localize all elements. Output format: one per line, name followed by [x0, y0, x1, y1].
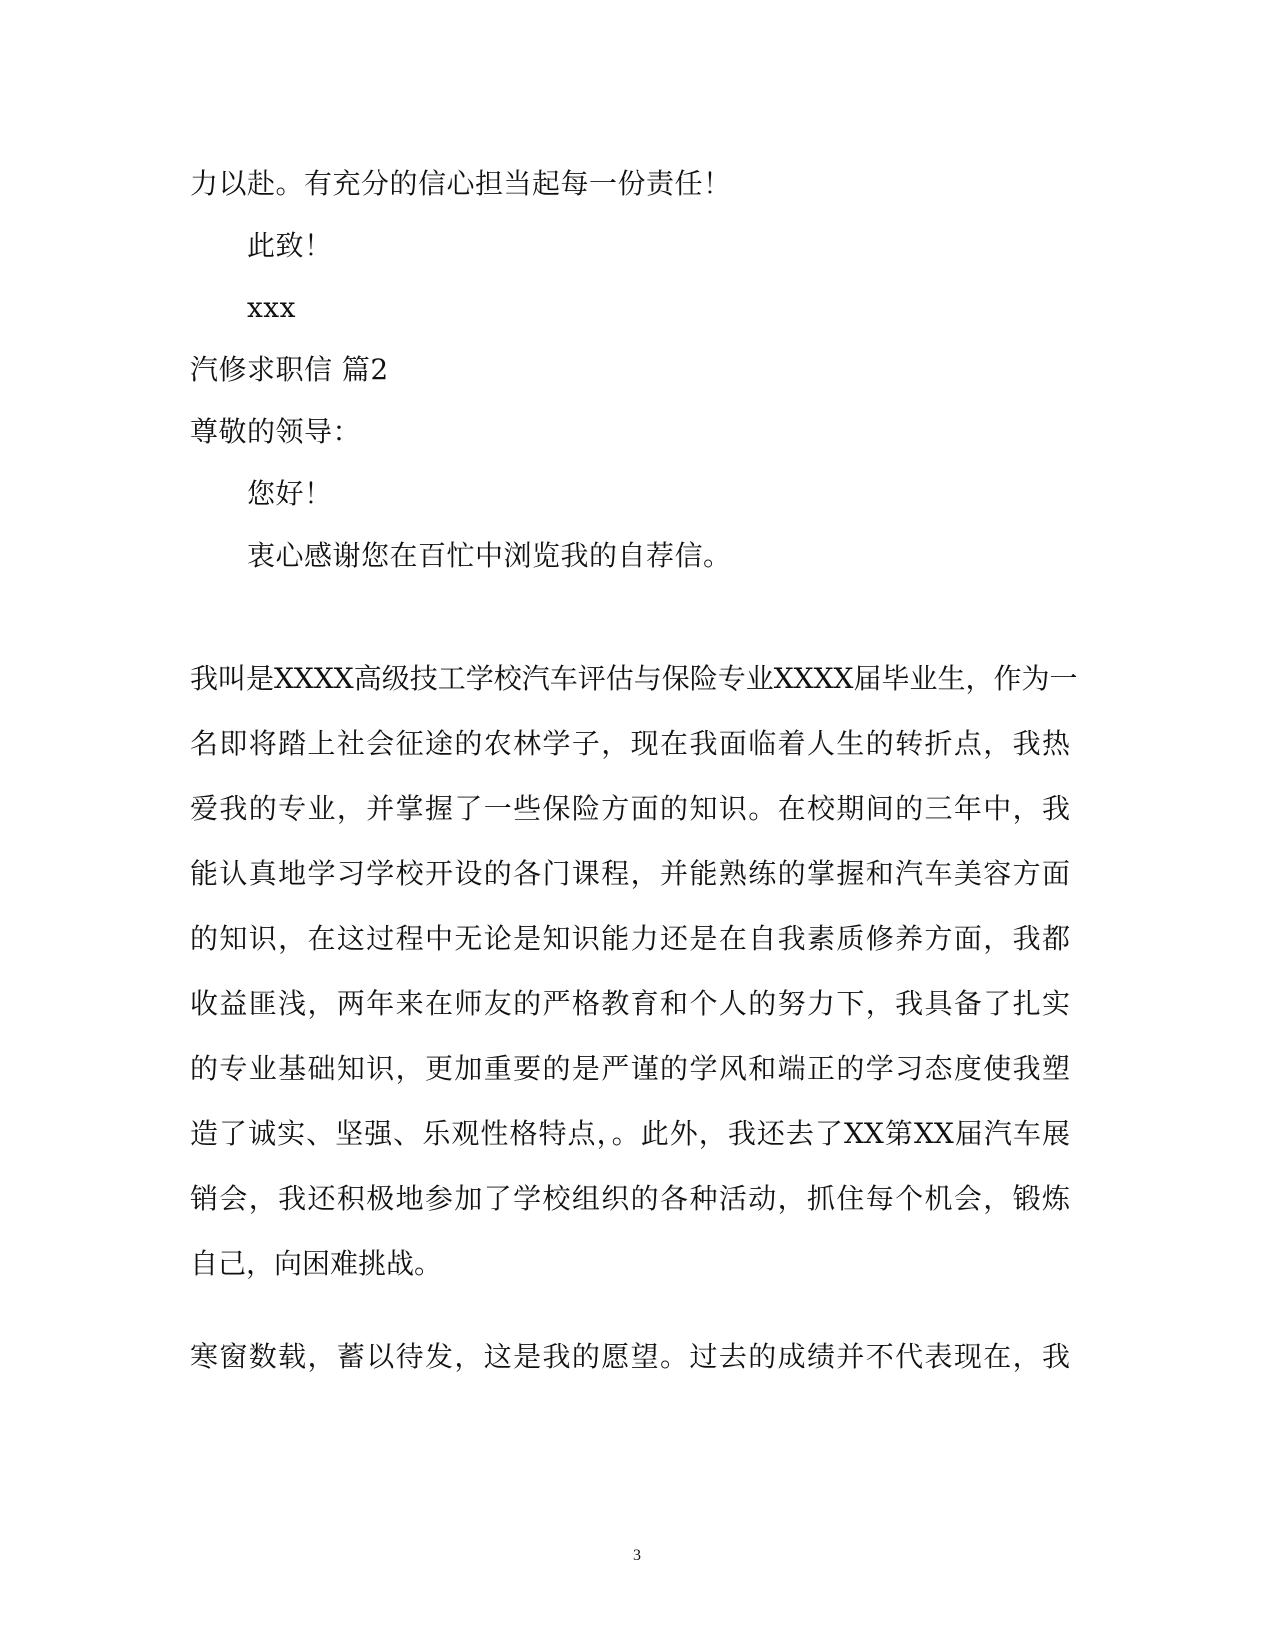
paragraph-line: 我叫是XXXX高级技工学校汽车评估与保险专业XXXX届毕业生，作为一 — [190, 662, 1078, 695]
thanks-line: 衷心感谢您在百忙中浏览我的自荐信。 — [247, 539, 732, 572]
closing-salutation: 此致！ — [247, 229, 333, 262]
paragraph-line: 的专业基础知识，更加重要的是严谨的学风和端正的学习态度使我塑 — [190, 1052, 1070, 1085]
paragraph-line: 爱我的专业，并掌握了一些保险方面的知识。在校期间的三年中，我 — [190, 792, 1070, 825]
body-paragraph-1 — [190, 661, 1078, 1311]
paragraph-line: 销会，我还积极地参加了学校组织的各种活动，抓住每个机会，锻炼 — [190, 1182, 1070, 1215]
signature-name: xxx — [247, 291, 296, 324]
body-paragraph-2 — [190, 1339, 1070, 1404]
section-heading: 汽修求职信 篇2 — [190, 353, 389, 386]
greeting: 您好！ — [247, 477, 333, 510]
text-line-1: 力以赴。有充分的信心担当起每一份责任！ — [190, 167, 732, 200]
paragraph-line: 收益匪浅，两年来在师友的严格教育和个人的努力下，我具备了扎实 — [190, 987, 1070, 1020]
paragraph-line: 能认真地学习学校开设的各门课程，并能熟练的掌握和汽车美容方面 — [190, 857, 1070, 890]
paragraph-line: 寒窗数载，蓄以待发，这是我的愿望。过去的成绩并不代表现在，我 — [190, 1340, 1070, 1373]
greeting-recipient: 尊敬的领导： — [190, 415, 362, 448]
paragraph-line: 造了诚实、坚强、乐观性格特点，。此外，我还去了XX第XX届汽车展 — [190, 1117, 1070, 1150]
paragraph-line: 名即将踏上社会征途的农林学子，现在我面临着人生的转折点，我热 — [190, 727, 1070, 760]
paragraph-line: 的知识，在这过程中无论是知识能力还是在自我素质修养方面，我都 — [190, 922, 1070, 955]
paragraph-line: 自己，向困难挑战。 — [190, 1247, 443, 1280]
page-number: 3 — [633, 1547, 641, 1564]
